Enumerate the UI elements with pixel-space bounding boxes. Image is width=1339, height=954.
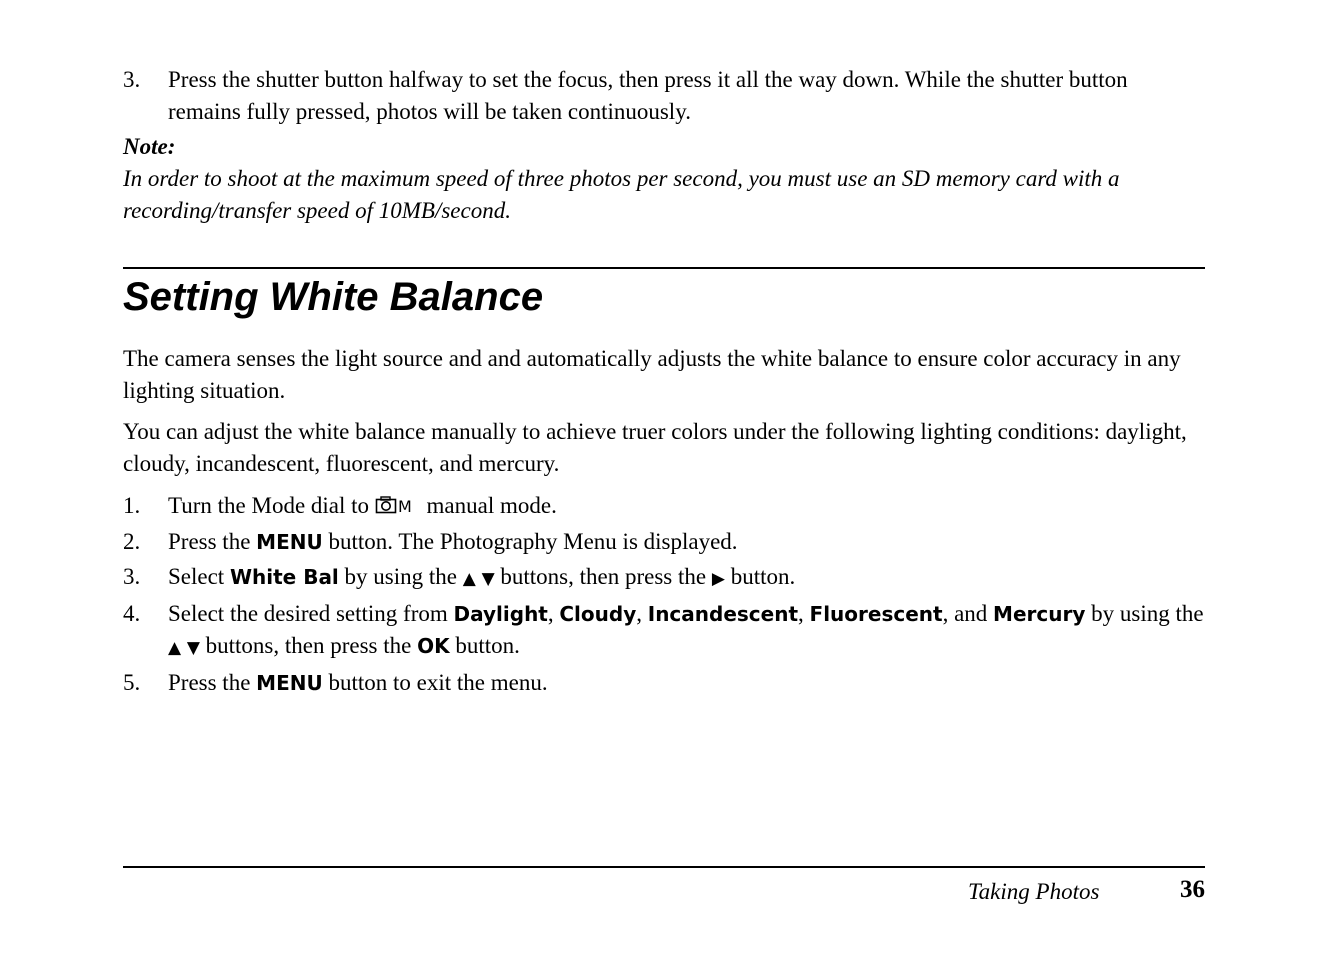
manual-paragraph: You can adjust the white balance manually to achieve truer colors under the following lighting conditions: daylight, cloudy, incandescent, fluorescent, and mercury. bbox=[123, 419, 1187, 476]
mode-icon-label: M bbox=[397, 497, 412, 515]
step-text-pre: Select bbox=[168, 564, 230, 589]
step-number: 3. bbox=[123, 67, 141, 92]
menu-button-label: MENU bbox=[256, 530, 323, 554]
white-bal-option: White Bal bbox=[229, 565, 339, 589]
down-arrow-icon: ▼ bbox=[481, 569, 495, 589]
step-number: 3. bbox=[123, 564, 141, 589]
section-title: Setting White Balance bbox=[123, 275, 544, 319]
step-number: 2. bbox=[123, 529, 141, 554]
separator: , bbox=[798, 601, 810, 626]
step-text-pre: Press the bbox=[168, 529, 257, 554]
separator: , bbox=[547, 601, 560, 626]
steps-list bbox=[123, 490, 1205, 699]
step-text-mid2: buttons, then press the bbox=[494, 564, 712, 589]
step-text: Press the shutter button halfway to set the focus, then press it all the way down. While the shutter button remains fully pressed, photos will be taken continuously. bbox=[168, 67, 1128, 124]
continued-step-list bbox=[123, 64, 1205, 128]
step-text-post: manual mode. bbox=[420, 493, 557, 518]
section-divider bbox=[123, 267, 1205, 269]
list-item bbox=[123, 526, 1205, 558]
list-item bbox=[123, 667, 1205, 699]
ok-button-label: OK bbox=[417, 634, 450, 658]
step-text-pre: Select the desired setting from bbox=[168, 601, 454, 626]
note-label: Note: bbox=[123, 134, 176, 159]
footer-divider bbox=[123, 866, 1205, 868]
note-text: In order to shoot at the maximum speed of three photos per second, you must use an SD memory card with a recording/transfer speed of 10MB/second. bbox=[123, 166, 1120, 223]
list-item bbox=[123, 561, 1205, 595]
intro-paragraph: The camera senses the light source and and automatically adjusts the white balance to ensure color accuracy in any lighting situation. bbox=[123, 346, 1181, 403]
step-text-post: button. bbox=[724, 564, 796, 589]
footer-chapter-title: Taking Photos bbox=[968, 879, 1100, 904]
right-arrow-icon: ▶ bbox=[711, 569, 725, 589]
list-item bbox=[123, 490, 1205, 524]
step-number: 4. bbox=[123, 601, 141, 626]
page-number: 36 bbox=[1180, 876, 1205, 903]
separator: , bbox=[636, 601, 648, 626]
up-arrow-icon: ▲ bbox=[168, 638, 182, 658]
separator: , and bbox=[942, 601, 994, 626]
step-text-mid: by using the bbox=[338, 564, 463, 589]
step-number: 5. bbox=[123, 670, 141, 695]
step-text-post: button. bbox=[449, 633, 520, 658]
step-text-pre: Press the bbox=[168, 670, 257, 695]
incandescent-option: Incandescent bbox=[647, 602, 799, 626]
up-arrow-icon: ▲ bbox=[462, 569, 476, 589]
daylight-option: Daylight bbox=[453, 602, 548, 626]
step-number: 1. bbox=[123, 493, 141, 518]
step-text-mid: by using the bbox=[1085, 601, 1204, 626]
menu-button-label: MENU bbox=[256, 671, 323, 695]
down-arrow-icon: ▼ bbox=[186, 638, 200, 658]
step-text-post: button. The Photography Menu is displayed. bbox=[322, 529, 738, 554]
list-item bbox=[123, 598, 1205, 664]
mercury-option: Mercury bbox=[993, 602, 1086, 626]
step-text-post: button to exit the menu. bbox=[322, 670, 548, 695]
cloudy-option: Cloudy bbox=[559, 602, 637, 626]
list-item bbox=[123, 64, 1205, 128]
step-text-mid2: buttons, then press the bbox=[199, 633, 418, 658]
note-block bbox=[123, 131, 1205, 227]
fluorescent-option: Fluorescent bbox=[809, 602, 943, 626]
manual-page bbox=[123, 0, 1205, 954]
step-text-pre: Turn the Mode dial to bbox=[168, 493, 375, 518]
camera-manual-mode-icon bbox=[375, 492, 421, 524]
